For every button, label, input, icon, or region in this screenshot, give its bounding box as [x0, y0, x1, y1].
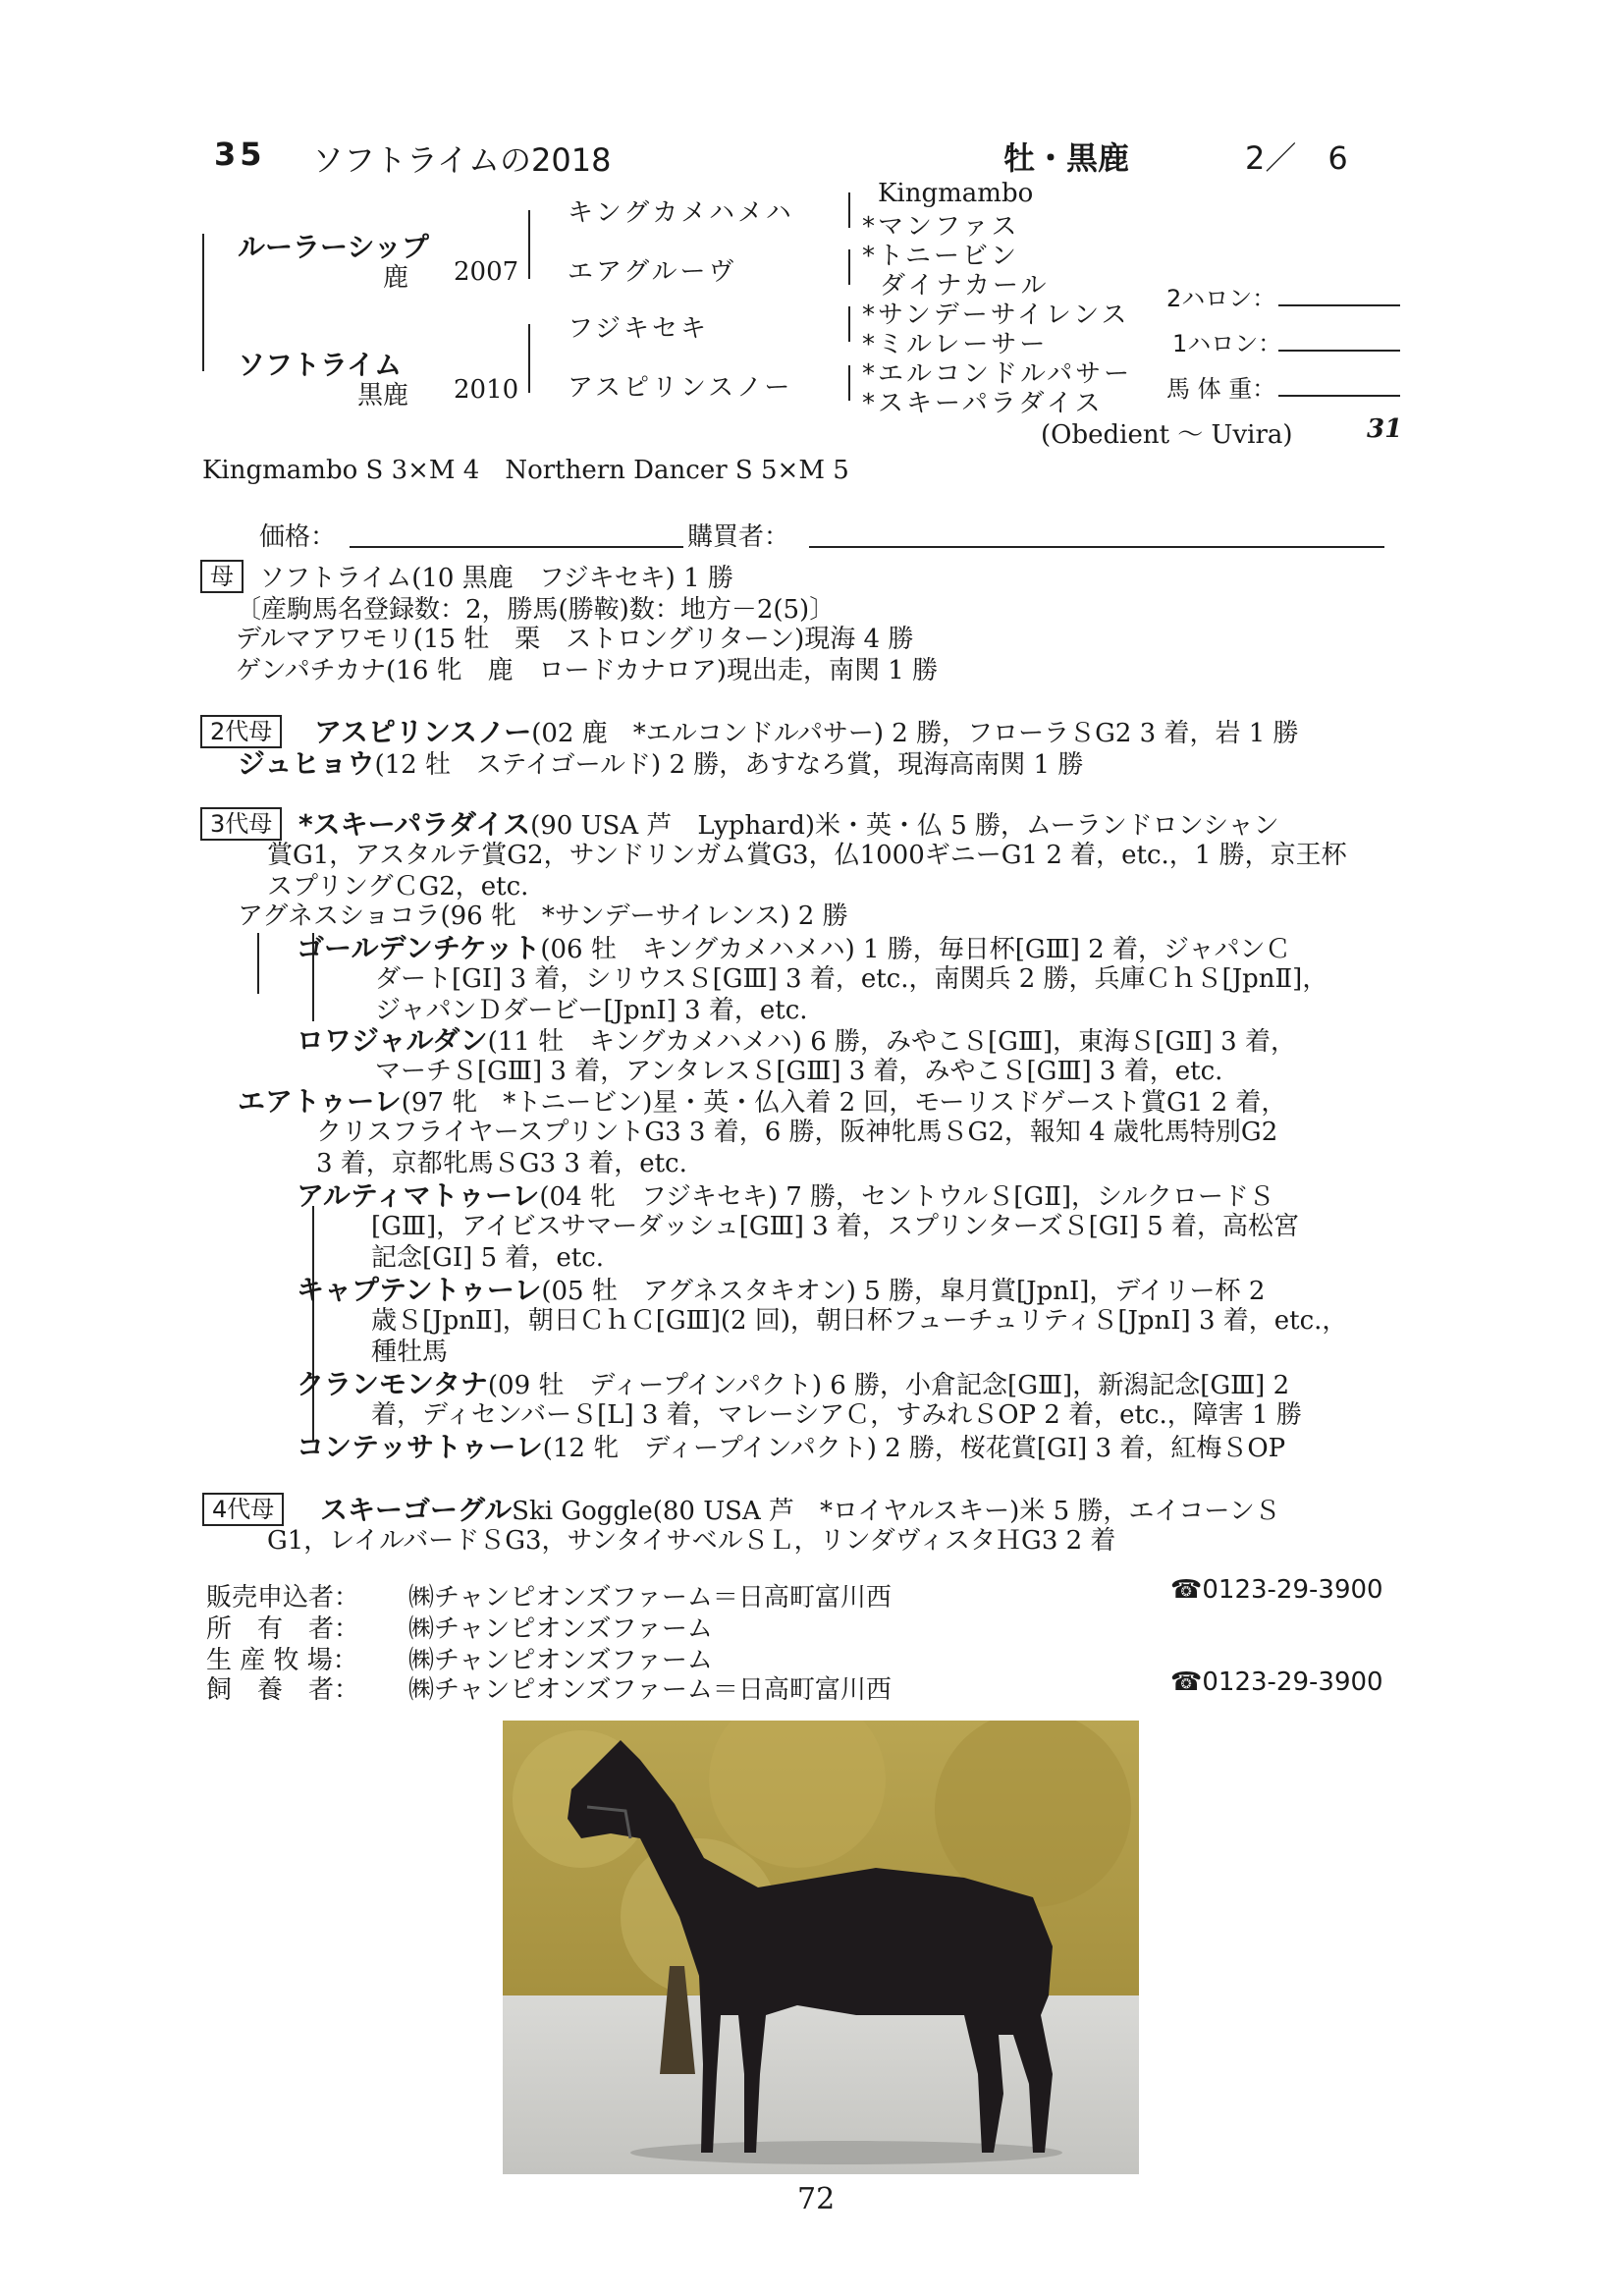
family-number: 31	[1367, 414, 1403, 444]
ggp-1: Kingmambo	[878, 179, 1034, 208]
third-dam-line-16: キャプテントゥーレ(05 牡 アグネスタキオン) 5 勝，皐月賞[JpnⅠ]，デイリー杯 2	[297, 1274, 1266, 1306]
third-dam-line-2: 賞G1，アスタルテ賞G2，サンドリンガム賞G3，仏1000ギニーG1 2 着，etc.，1 勝，京王杯	[267, 841, 1347, 870]
contact-seller-phone: ☎0123-29-3900	[1170, 1575, 1383, 1605]
ggp-8: *スキーパラダイス	[862, 389, 1104, 418]
measure-weight-label: 馬 体 重：	[1166, 375, 1276, 403]
ggp-3: *トニービン	[862, 242, 1019, 271]
third-dam-line-9: マーチＳ[GⅢ] 3 着，アンタレスＳ[GⅢ] 3 着，みやこＳ[GⅢ] 3 着，etc.	[375, 1057, 1223, 1086]
measure-2furlong-blank	[1278, 304, 1400, 306]
third-dam-line-21: コンテッサトゥーレ(12 牝 ディープインパクト) 2 勝，桜花賞[GⅠ] 3 着，紅梅ＳOP	[297, 1431, 1286, 1463]
sire-color: 鹿	[383, 263, 409, 293]
ggp-4: ダイナカール	[880, 271, 1050, 301]
third-dam-line-14: [GⅢ]，アイビスサマーダッシュ[GⅢ] 3 着，スプリンターズＳ[GⅠ] 5 着，高松宮	[371, 1212, 1299, 1241]
third-dam-line-10: エアトゥーレ(97 牝 *トニービン)星・英・仏入着 2 回，モーリスドゲースト賞G1 2 着，	[238, 1085, 1287, 1118]
third-dam-line-20: 着，ディセンバーＳ[L] 3 着，マレーシアＣ，すみれＳOP 2 着，etc.，障害 1 勝	[371, 1400, 1302, 1430]
sire-name: ルーラーシップ	[238, 231, 429, 263]
third-dam-line-18: 種牡馬	[371, 1338, 449, 1367]
third-dam-line-bar-3	[312, 1206, 314, 1442]
contact-keeper-phone: ☎0123-29-3900	[1170, 1667, 1383, 1697]
third-dam-line-19: クランモンタナ(09 牡 ディープインパクト) 6 勝，小倉記念[GⅢ]，新潟記念[GⅢ] 2	[297, 1368, 1290, 1400]
sire-year: 2007	[454, 257, 519, 287]
measure-1furlong-blank	[1278, 350, 1400, 352]
third-dam-line-4: アグネスショコラ(96 牝 *サンデーサイレンス) 2 勝	[238, 902, 848, 931]
horse-photo	[503, 1721, 1139, 2174]
sire-brace	[528, 210, 530, 279]
contact-breeder-label: 生 産 牧 場：	[206, 1646, 358, 1675]
measure-weight-blank	[1278, 395, 1400, 397]
inbreeding: Kingmambo S 3×M 4 Northern Dancer S 5×M 5	[202, 456, 849, 485]
dam-line-4: ゲンパチカナ(16 牝 鹿 ロードカナロア)現出走，南関 1 勝	[236, 656, 939, 685]
third-dam-line-17: 歳Ｓ[JpnⅡ]，朝日ＣｈＣ[GⅢ](2 回)，朝日杯フューチュリティＳ[JpnⅠ] 3 着，etc.，	[371, 1306, 1348, 1336]
contact-breeder-value: ㈱チャンピオンズファーム	[408, 1646, 713, 1675]
third-dam-line-1: *スキーパラダイス(90 USA 芦 Lyphard)米・英・仏 5 勝，ムーランドロンシャン	[298, 808, 1279, 841]
dam-color: 黒鹿	[357, 381, 409, 410]
grandparent-4: アスピリンスノー	[568, 373, 793, 403]
ggp-6: *ミルレーサー	[862, 330, 1049, 359]
measure-2furlong-label: 2ハロン：	[1166, 285, 1276, 312]
gp1-brace	[848, 192, 850, 228]
buyer-blank	[809, 546, 1384, 548]
third-dam-line-13: アルティマトゥーレ(04 牝 フジキセキ) 7 勝，セントウルＳ[GⅡ]，シルクロードＳ	[297, 1179, 1274, 1212]
price-label: 価格：	[259, 522, 337, 552]
price-blank	[350, 546, 683, 548]
gp3-brace	[848, 306, 850, 342]
sex-color: 牡・黒鹿	[1003, 139, 1130, 177]
second-dam-line-1: アスピリンスノー(02 鹿 *エルコンドルパサー) 2 勝，フローラＳG2 3 着，岩 1 勝	[314, 716, 1299, 748]
horse-name: ソフトライムの2018	[312, 141, 612, 179]
page-number: 72	[797, 2182, 836, 2216]
third-dam-tag: 3代母	[200, 807, 282, 841]
grandparent-2: エアグルーヴ	[568, 257, 737, 287]
third-dam-line-5: ゴールデンチケット(06 牡 キングカメハメハ) 1 勝，毎日杯[GⅢ] 2 着，ジャパンＣ	[297, 932, 1291, 964]
contact-keeper-value: ㈱チャンピオンズファーム＝日高町富川西	[408, 1675, 892, 1705]
gp2-brace	[848, 249, 850, 285]
dam-line-3: デルマアワモリ(15 牡 栗 ストロングリターン)現海 4 勝	[236, 625, 914, 654]
fourth-dam-line-2: G1，レイルバードＳG3，サンタイサベルＳＬ，リンダヴィスタＨG3 2 着	[267, 1526, 1116, 1556]
third-dam-line-11: クリスフライヤースプリントG3 3 着，6 勝，阪神牝馬ＳG2，報知 4 歳牝馬特別G2	[316, 1118, 1278, 1147]
contact-keeper-label: 飼 養 者：	[206, 1675, 360, 1705]
grandparent-3: フジキセキ	[568, 314, 709, 344]
measure-1furlong-label: 1ハロン：	[1172, 330, 1282, 357]
family-line: (Obedient 〜 Uvira)	[1041, 420, 1293, 450]
third-dam-line-6: ダート[GⅠ] 3 着，シリウスＳ[GⅢ] 3 着，etc.，南関兵 2 勝，兵庫ＣｈＳ[JpnⅡ]，	[375, 964, 1328, 994]
fourth-dam-tag: 4代母	[202, 1493, 284, 1526]
dam-name: ソフトライム	[238, 349, 403, 381]
third-dam-line-7: ジャパンＤダービー[JpnⅠ] 3 着，etc.	[375, 996, 808, 1025]
dam-line-2: 〔産駒馬名登録数：2，勝馬(勝鞍)数：地方－2(5)〕	[236, 595, 836, 625]
pedigree-outer-brace	[202, 234, 204, 371]
dam-year: 2010	[454, 375, 519, 405]
fourth-dam-line-1: スキーゴーグルSki Goggle(80 USA 芦 *ロイヤルスキー)米 5 勝，エイコーンＳ	[320, 1494, 1280, 1526]
ggp-2: *マンファス	[862, 212, 1020, 242]
grandparent-1: キングカメハメハ	[568, 198, 794, 228]
third-dam-line-3: スプリングＣG2，etc.	[267, 872, 529, 902]
third-dam-line-12: 3 着，京都牝馬ＳG3 3 着，etc.	[316, 1149, 687, 1178]
contact-seller-label: 販売申込者：	[206, 1583, 360, 1613]
buyer-label: 購買者：	[687, 522, 790, 552]
third-dam-line-8: ロワジャルダン(11 牡 キングカメハメハ) 6 勝，みやこＳ[GⅢ]，東海Ｓ[GⅡ] 3 着，	[297, 1024, 1296, 1057]
dam-brace	[528, 324, 530, 393]
third-dam-line-bar-1	[257, 933, 259, 994]
birth-date: 2／ 6	[1245, 139, 1348, 177]
third-dam-line-15: 記念[GⅠ] 5 着，etc.	[371, 1243, 605, 1273]
gp4-brace	[848, 365, 850, 401]
contact-owner-label: 所 有 者：	[206, 1614, 360, 1644]
lot-number: 35	[214, 136, 266, 173]
ggp-7: *エルコンドルパサー	[862, 359, 1133, 389]
contact-seller-value: ㈱チャンピオンズファーム＝日高町富川西	[408, 1583, 892, 1613]
contact-owner-value: ㈱チャンピオンズファーム	[408, 1614, 713, 1644]
ggp-5: *サンデーサイレンス	[862, 301, 1130, 330]
dam-line-1: ソフトライム(10 黒鹿 フジキセキ) 1 勝	[259, 564, 733, 593]
second-dam-line-2: ジュヒョウ(12 牡 ステイゴールド) 2 勝，あすなろ賞，現海高南関 1 勝	[238, 747, 1084, 780]
dam-tag: 母	[200, 560, 244, 593]
second-dam-tag: 2代母	[200, 715, 282, 748]
